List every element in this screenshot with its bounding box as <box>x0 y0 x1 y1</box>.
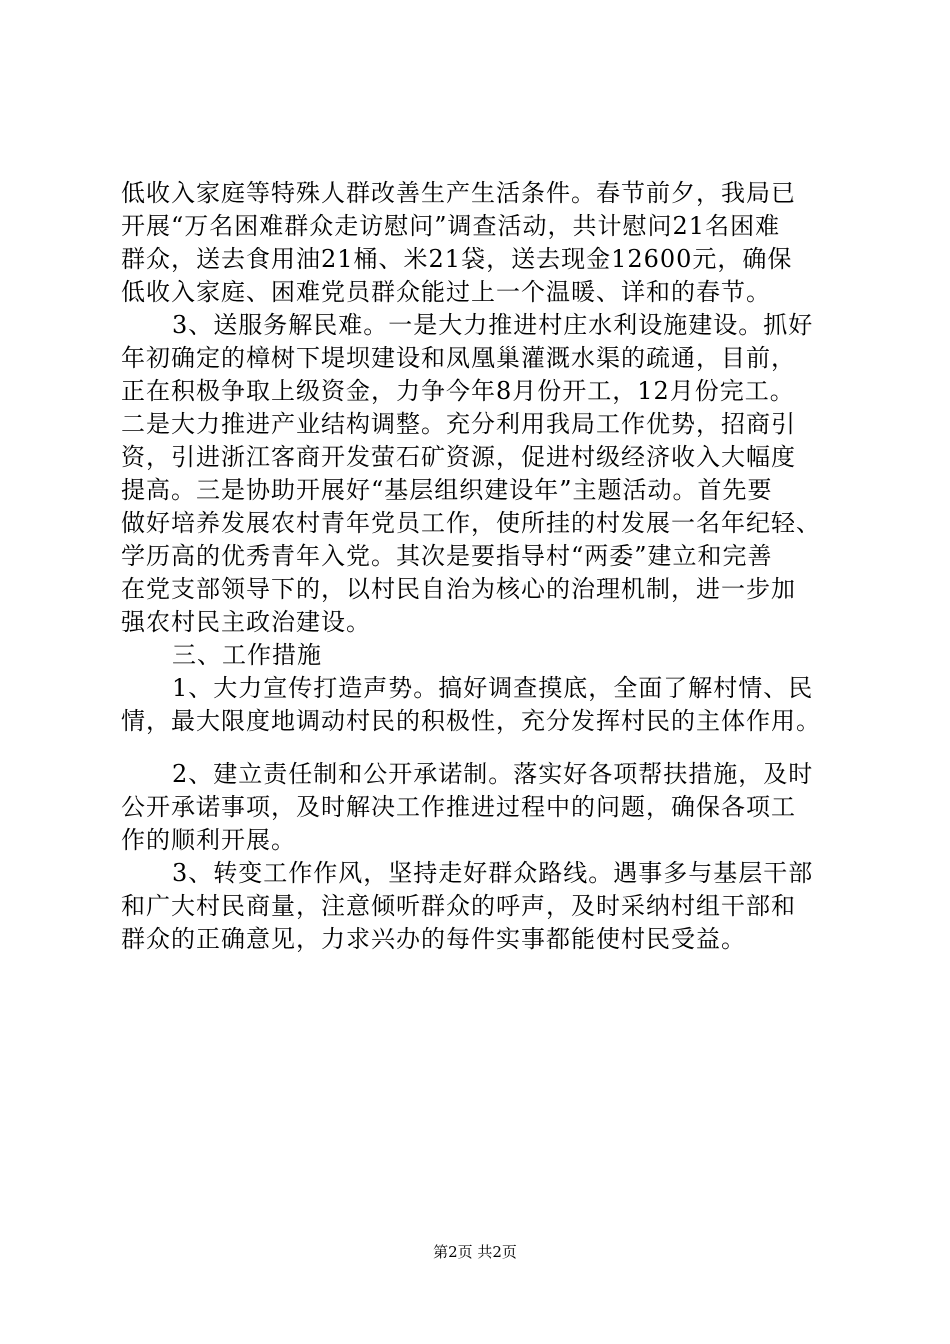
text-line: 二是大力推进产业结构调整。充分利用我局工作优势，招商引 <box>121 410 796 438</box>
text-line: 群众，送去食用油21桶、米21袋，送去现金12600元，确保 <box>121 245 793 273</box>
text-line: 低收入家庭等特殊人群改善生产生活条件。春节前夕，我局已 <box>121 179 796 207</box>
text-line: 3、送服务解民难。一是大力推进村庄水利设施建设。抓好 <box>172 311 814 339</box>
text-line: 2、建立责任制和公开承诺制。落实好各项帮扶措施，及时 <box>172 760 814 788</box>
section-heading: 三、工作措施 <box>172 641 322 669</box>
text-line: 作的顺利开展。 <box>121 826 296 854</box>
text-line: 资，引进浙江客商开发萤石矿资源，促进村级经济收入大幅度 <box>121 443 796 471</box>
text-line: 低收入家庭、困难党员群众能过上一个温暖、详和的春节。 <box>121 278 771 306</box>
text-line: 在党支部领导下的，以村民自治为核心的治理机制，进一步加 <box>121 575 796 603</box>
text-line: 提高。三是协助开展好“基层组织建设年”主题活动。首先要 <box>121 476 773 504</box>
text-line: 公开承诺事项，及时解决工作推进过程中的问题，确保各项工 <box>121 793 796 821</box>
text-line: 强农村民主政治建设。 <box>121 608 371 636</box>
text-line: 年初确定的樟树下堤坝建设和凤凰巢灌溉水渠的疏通，目前， <box>121 344 796 372</box>
text-line: 群众的正确意见，力求兴办的每件实事都能使村民受益。 <box>121 925 746 953</box>
text-line: 1、大力宣传打造声势。搞好调查摸底，全面了解村情、民 <box>172 674 814 702</box>
text-line: 做好培养发展农村青年党员工作，使所挂的村发展一名年纪轻、 <box>121 509 821 537</box>
text-line: 3、转变工作作风，坚持走好群众路线。遇事多与基层干部 <box>172 859 814 887</box>
text-line: 情，最大限度地调动村民的积极性，充分发挥村民的主体作用。 <box>121 707 821 735</box>
text-line: 和广大村民商量，注意倾听群众的呼声，及时采纳村组干部和 <box>121 892 796 920</box>
text-line: 学历高的优秀青年入党。其次是要指导村“两委”建立和完善 <box>121 542 773 570</box>
text-line: 开展“万名困难群众走访慰问”调查活动，共计慰问21名困难 <box>121 212 781 240</box>
text-line: 正在积极争取上级资金，力争今年8月份开工，12月份完工。 <box>121 377 795 405</box>
page-number-footer: 第2页 共2页 <box>433 1243 517 1261</box>
